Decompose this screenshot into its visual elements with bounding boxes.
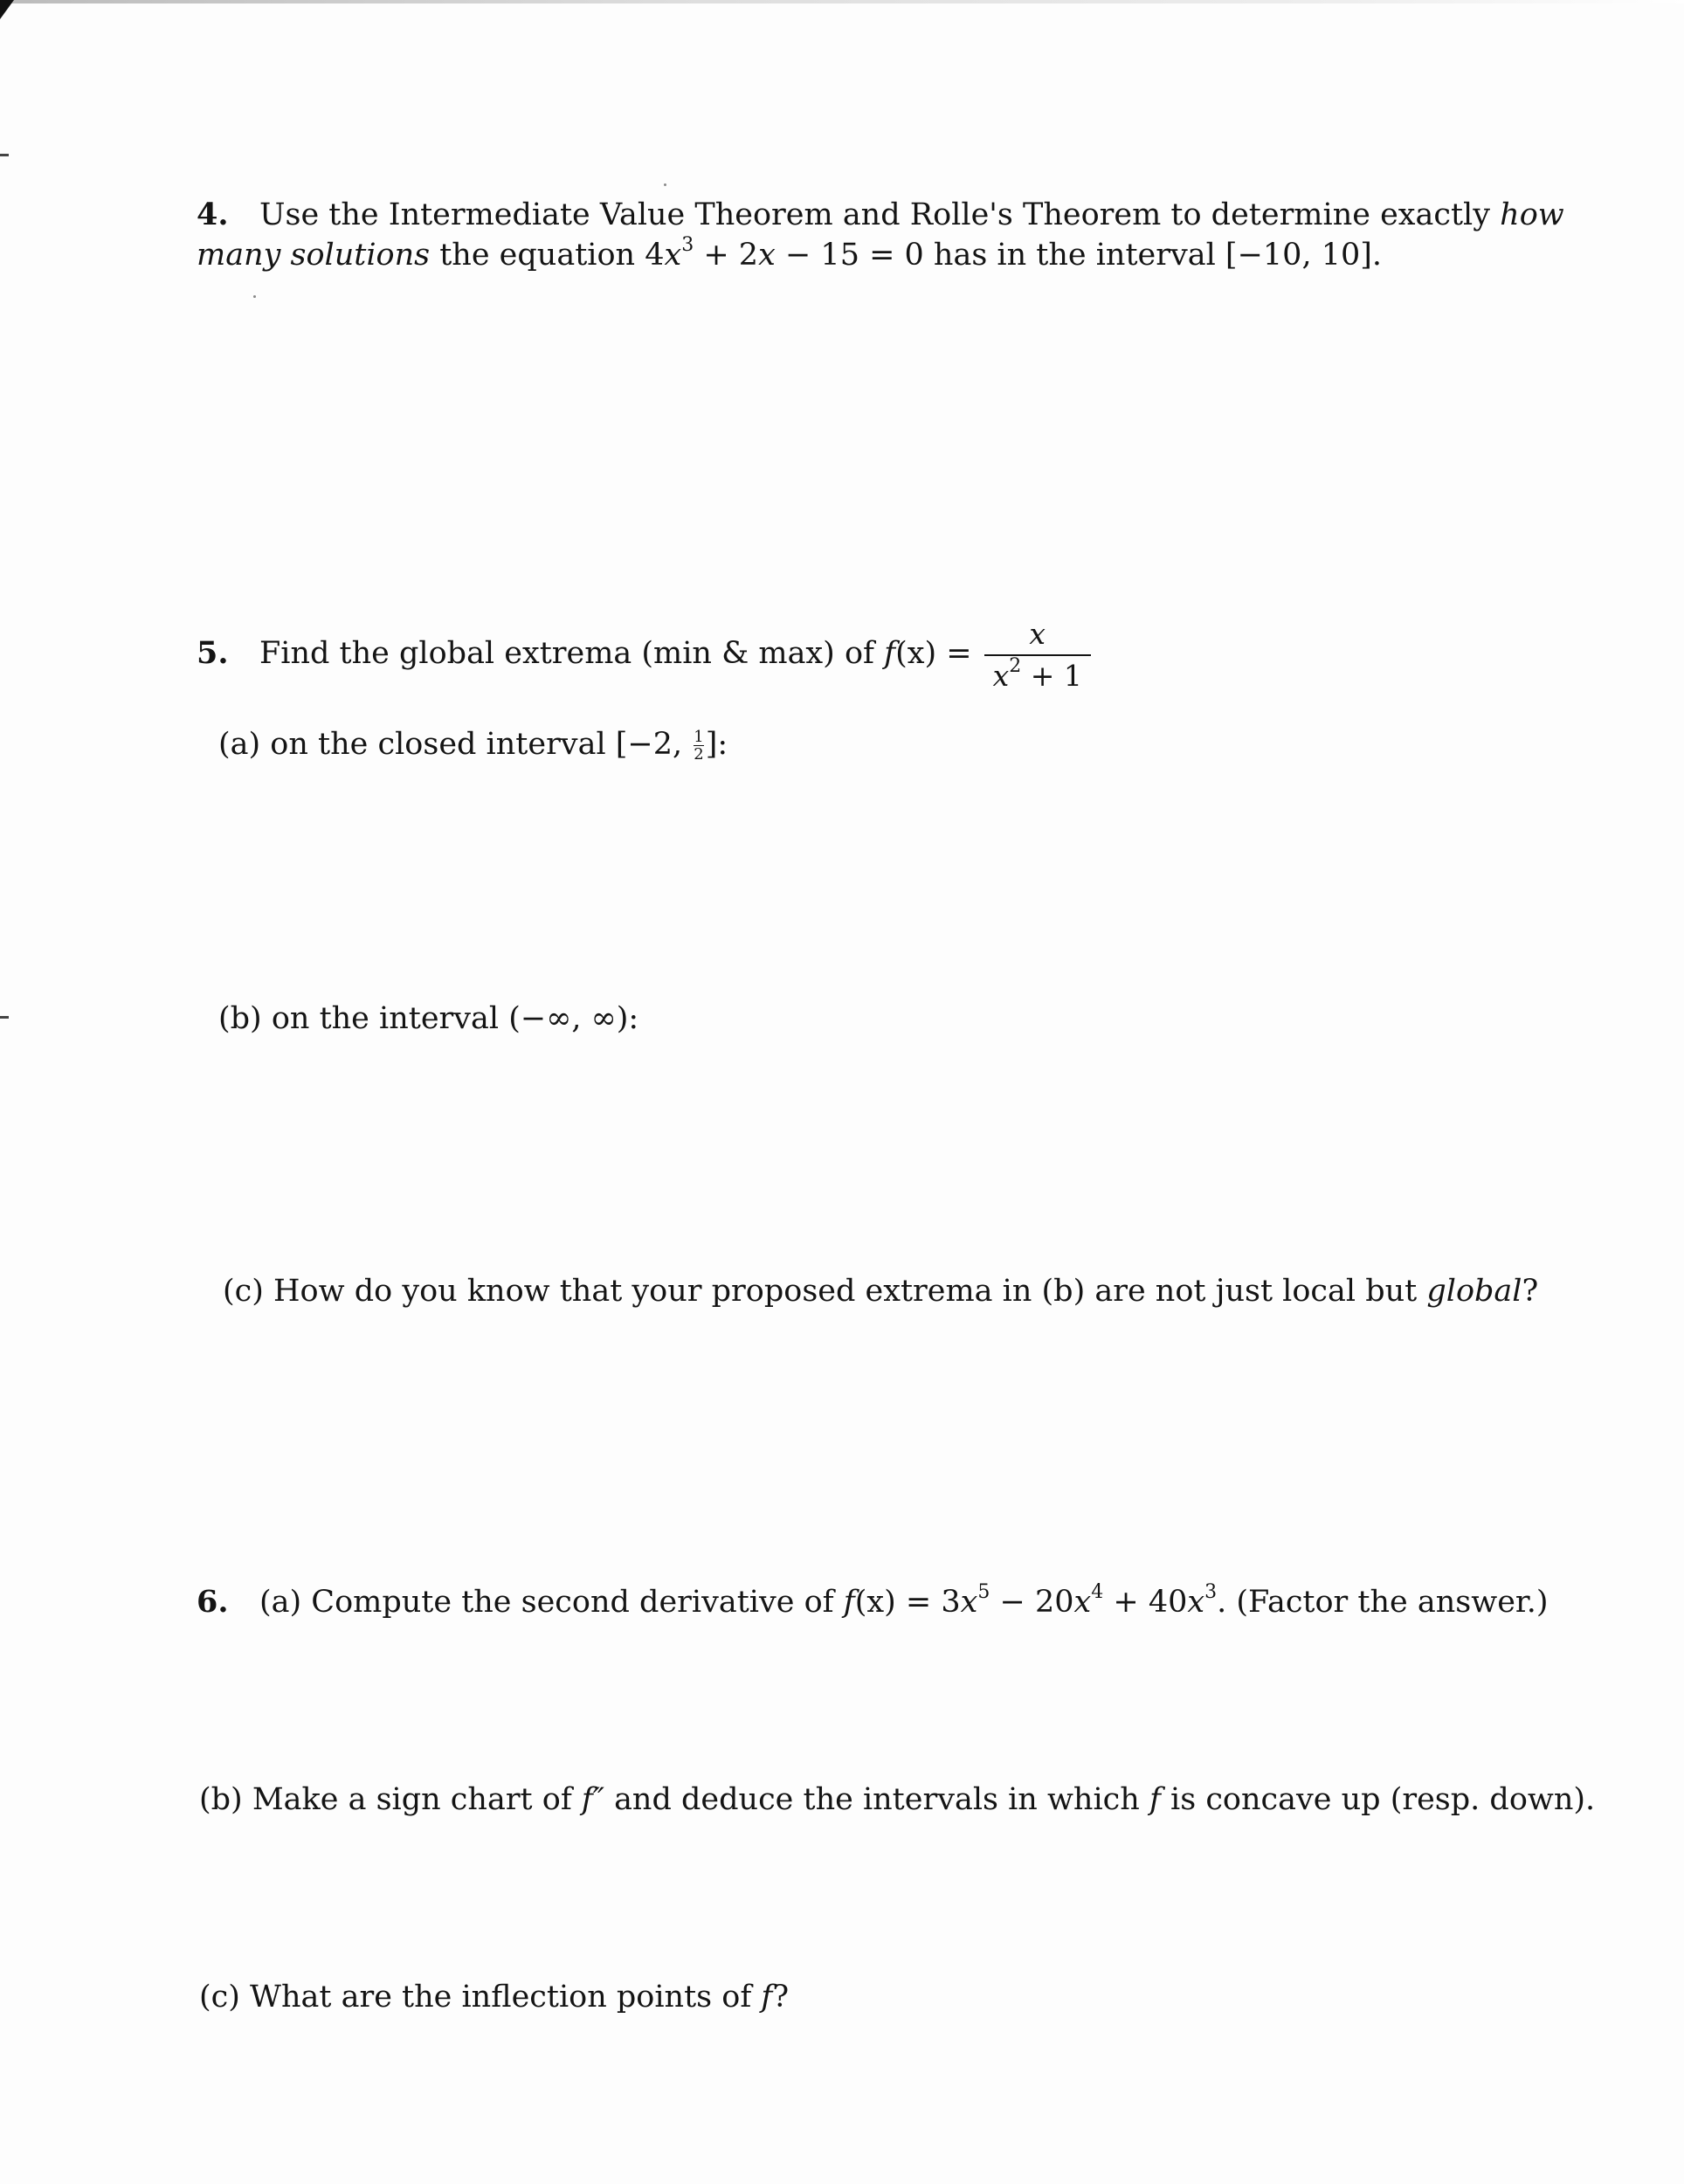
fraction-numerator: x bbox=[1029, 616, 1046, 651]
variable-x: x bbox=[992, 658, 1010, 693]
function-f: f bbox=[1149, 1782, 1161, 1817]
equation-part: − 15 = 0 has in the interval [−10, 10]. bbox=[775, 238, 1383, 273]
half-fraction bbox=[694, 729, 703, 763]
function-f: f bbox=[843, 1585, 855, 1620]
part-c-end: ? bbox=[772, 1980, 790, 2015]
part-b-text: (b) Make a sign chart of bbox=[199, 1782, 582, 1817]
problem-5-part-b bbox=[218, 998, 638, 1040]
part-b-text-2: and deduce the intervals in which bbox=[604, 1782, 1149, 1817]
function-f: f bbox=[884, 636, 896, 671]
part-a-text: (a) on the closed interval [−2, bbox=[218, 727, 693, 762]
problem-4-line-1 bbox=[197, 194, 1564, 236]
problem-5-number: 5. bbox=[197, 635, 229, 671]
problem-5-part-c bbox=[223, 1270, 1538, 1312]
denominator-rest: + 1 bbox=[1021, 658, 1082, 693]
equation-part: the equation 4 bbox=[430, 238, 665, 273]
exponent: 2 bbox=[1009, 654, 1022, 677]
equation-part: + 2 bbox=[694, 238, 759, 273]
part-c-text: (c) What are the inflection points of bbox=[199, 1980, 762, 2015]
scan-corner-mark bbox=[0, 0, 14, 19]
half-numerator: 1 bbox=[694, 727, 704, 746]
variable-x: x bbox=[664, 238, 682, 273]
second-derivative: f″ bbox=[581, 1782, 604, 1817]
part-a-suffix: ]: bbox=[705, 727, 728, 762]
scan-edge-mark bbox=[0, 1016, 9, 1019]
part-a-text: (a) Compute the second derivative of bbox=[259, 1585, 844, 1620]
fraction-denominator bbox=[984, 654, 1091, 694]
scan-edge-mark bbox=[0, 154, 9, 156]
equation-part: − 20 bbox=[990, 1585, 1074, 1620]
part-a-end: . (Factor the answer.) bbox=[1217, 1585, 1549, 1620]
part-b-text: (b) on the interval (−∞, ∞): bbox=[218, 1001, 639, 1036]
equation-part: (x) = 3 bbox=[854, 1585, 961, 1620]
part-c-text: (c) How do you know that your proposed extrema in (b) are not just local but bbox=[223, 1274, 1427, 1309]
half-denominator: 2 bbox=[694, 745, 704, 764]
variable-x: x bbox=[758, 238, 776, 273]
function-arg: (x) = bbox=[895, 636, 972, 671]
scan-speck bbox=[664, 183, 666, 186]
exponent: 4 bbox=[1091, 1581, 1104, 1603]
part-c-end: ? bbox=[1522, 1274, 1539, 1309]
part-b-text-3: is concave up (resp. down). bbox=[1160, 1782, 1596, 1817]
scan-speck bbox=[253, 295, 256, 298]
exponent: 3 bbox=[1204, 1581, 1218, 1603]
problem-6-part-b bbox=[199, 1779, 1595, 1821]
problem-5-part-a bbox=[218, 723, 728, 765]
problem-4-emphasis: how bbox=[1500, 197, 1564, 232]
problem-4-emphasis-2: many solutions bbox=[197, 238, 431, 273]
problem-4-text: Use the Intermediate Value Theorem and Rolle's Theorem to determine exactly bbox=[259, 197, 1501, 232]
problem-5-header bbox=[197, 612, 1091, 695]
fraction-bar bbox=[984, 654, 1091, 656]
problem-5-intro: Find the global extrema (min & max) of bbox=[259, 636, 885, 671]
part-c-emphasis: global bbox=[1426, 1274, 1522, 1309]
problem-6-number: 6. bbox=[197, 1584, 229, 1620]
function-f: f bbox=[761, 1980, 773, 2015]
equation-part: + 40 bbox=[1103, 1585, 1188, 1620]
exponent: 3 bbox=[681, 234, 694, 256]
function-fraction bbox=[984, 617, 1091, 694]
scan-top-edge bbox=[0, 0, 1684, 3]
problem-4-number: 4. bbox=[197, 197, 229, 232]
problem-6-part-c bbox=[199, 1976, 789, 2018]
problem-6-part-a: 6. (a) Compute the second derivative of $f(x) = 3x^5 - 20x^4 + 40x^3$. (Factor the answer.) bbox=[197, 1581, 1549, 1623]
problem-4-line-2 bbox=[197, 234, 1382, 276]
exponent: 5 bbox=[977, 1581, 990, 1603]
